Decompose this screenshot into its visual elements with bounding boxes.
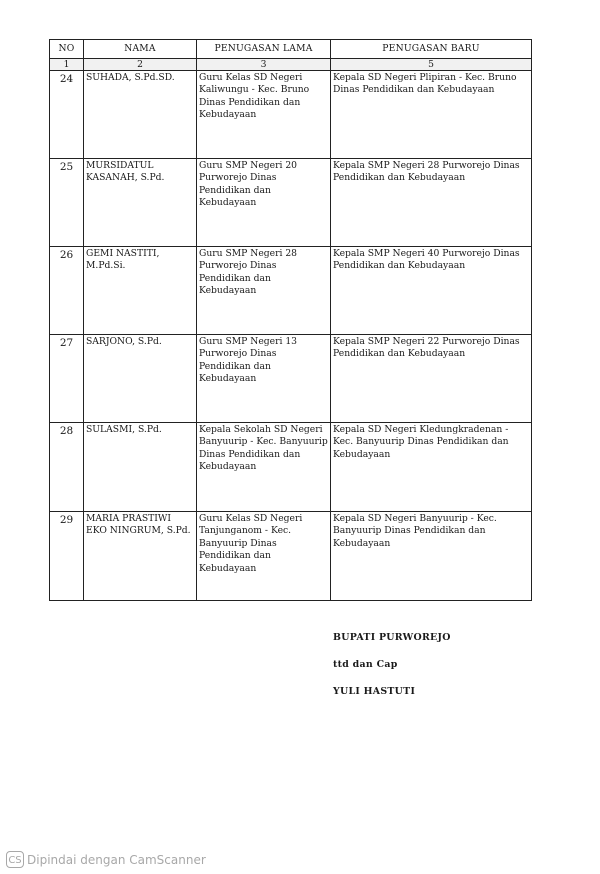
column-index: 1 — [50, 59, 84, 71]
header-penugasan-baru: PENUGASAN BARU — [331, 40, 532, 59]
header-nama: NAMA — [84, 40, 197, 59]
row-number: 28 — [50, 423, 84, 512]
row-number: 26 — [50, 247, 84, 335]
row-nama: SULASMI, S.Pd. — [84, 423, 197, 512]
row-penugasan-baru: Kepala SD Negeri Plipiran - Kec. Bruno Dinas Pendidikan dan Kebudayaan — [331, 71, 532, 159]
signature-name: YULI HASTUTI — [333, 686, 416, 697]
row-penugasan-lama: Guru SMP Negeri 20 Purworejo Dinas Pendidikan dan Kebudayaan — [197, 159, 331, 247]
signature-note: ttd dan Cap — [333, 659, 398, 670]
row-penugasan-baru: Kepala SD Negeri Banyuurip - Kec. Banyuurip Dinas Pendidikan dan Kebudayaan — [331, 512, 532, 601]
header-penugasan-lama: PENUGASAN LAMA — [197, 40, 331, 59]
row-number: 27 — [50, 335, 84, 423]
row-nama: MARIA PRASTIWI EKO NINGRUM, S.Pd. — [84, 512, 197, 601]
row-penugasan-lama: Guru SMP Negeri 13 Purworejo Dinas Pendidikan dan Kebudayaan — [197, 335, 331, 423]
scanner-watermark — [6, 851, 206, 868]
row-penugasan-lama: Guru SMP Negeri 28 Purworejo Dinas Pendidikan dan Kebudayaan — [197, 247, 331, 335]
column-index: 5 — [331, 59, 532, 71]
signature-block — [333, 632, 451, 713]
row-penugasan-lama: Guru Kelas SD Negeri Kaliwungu - Kec. Bruno Dinas Pendidikan dan Kebudayaan — [197, 71, 331, 159]
table-header-row — [50, 40, 532, 59]
row-nama: GEMI NASTITI, M.Pd.Si. — [84, 247, 197, 335]
row-penugasan-baru: Kepala SD Negeri Kledungkradenan - Kec. Banyuurip Dinas Pendidikan dan Kebudayaan — [331, 423, 532, 512]
column-index: 3 — [197, 59, 331, 71]
row-nama: MURSIDATUL KASANAH, S.Pd. — [84, 159, 197, 247]
table-row — [50, 423, 532, 512]
row-penugasan-baru: Kepala SMP Negeri 28 Purworejo Dinas Pendidikan dan Kebudayaan — [331, 159, 532, 247]
row-penugasan-lama: Guru Kelas SD Negeri Tanjunganom - Kec. Banyuurip Dinas Pendidikan dan Kebudayaan — [197, 512, 331, 601]
column-index: 2 — [84, 59, 197, 71]
assignment-table — [49, 39, 532, 601]
row-number: 25 — [50, 159, 84, 247]
row-nama: SUHADA, S.Pd.SD. — [84, 71, 197, 159]
row-nama: SARJONO, S.Pd. — [84, 335, 197, 423]
table-row — [50, 159, 532, 247]
table-row — [50, 71, 532, 159]
camscanner-logo-icon: CS — [6, 851, 24, 868]
row-number: 29 — [50, 512, 84, 601]
watermark-text: Dipindai dengan CamScanner — [27, 852, 206, 867]
row-penugasan-baru: Kepala SMP Negeri 22 Purworejo Dinas Pendidikan dan Kebudayaan — [331, 335, 532, 423]
table-row — [50, 247, 532, 335]
row-number: 24 — [50, 71, 84, 159]
header-no: NO — [50, 40, 84, 59]
row-penugasan-lama: Kepala Sekolah SD Negeri Banyuurip - Kec. Banyuurip Dinas Pendidikan dan Kebudayaan — [197, 423, 331, 512]
table-row — [50, 512, 532, 601]
column-index-row — [50, 59, 532, 71]
signature-title: BUPATI PURWOREJO — [333, 632, 451, 643]
table-row — [50, 335, 532, 423]
row-penugasan-baru: Kepala SMP Negeri 40 Purworejo Dinas Pendidikan dan Kebudayaan — [331, 247, 532, 335]
